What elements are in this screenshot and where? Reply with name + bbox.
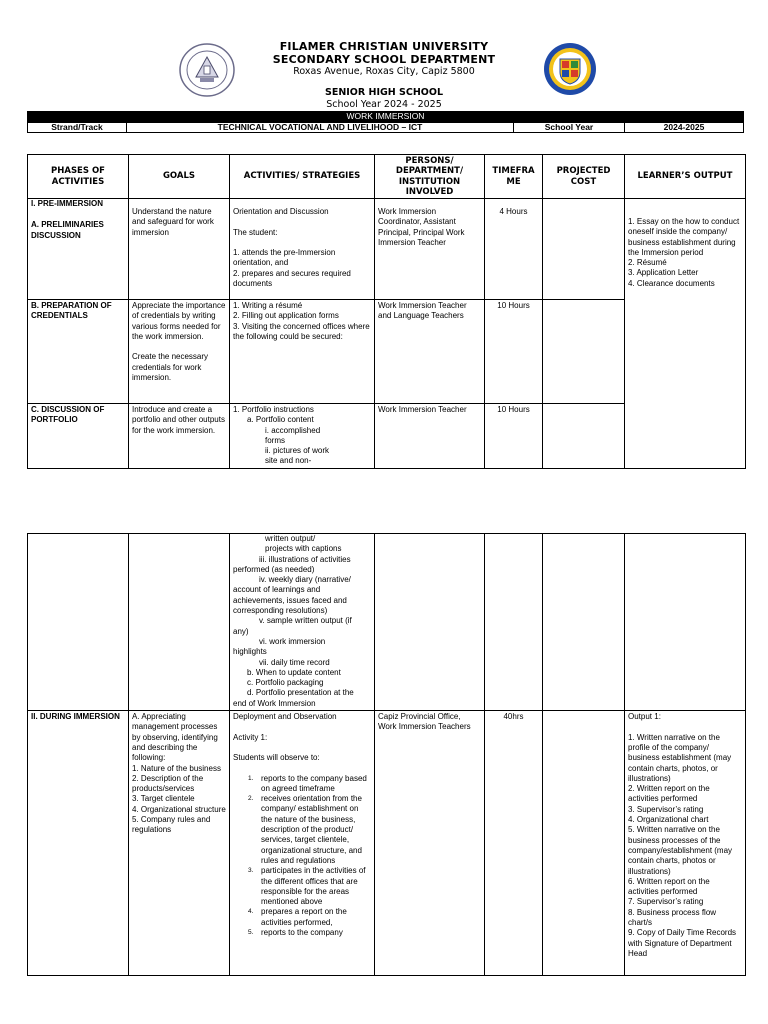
cost-cell — [543, 534, 625, 711]
persons-cell: Capiz Provincial Office, Work Immersion Teachers — [375, 711, 485, 976]
immersion-plan-table-1 — [27, 154, 746, 469]
persons-cell: Work Immersion Teacher — [375, 404, 485, 469]
activities-cell: 1. Writing a résumé 2. Filling out application forms 3. Visiting the concerned offices where the following could be secured: — [230, 300, 375, 404]
phase-cell — [28, 199, 129, 300]
activity-line: vii. daily time record — [259, 657, 330, 667]
goals-cell — [129, 534, 230, 711]
activity-line: iii. illustrations of activities — [259, 554, 351, 564]
university-name: FILAMER CHRISTIAN UNIVERSITY — [279, 40, 489, 53]
output-cell: 1. Essay on the how to conduct oneself inside the company/ business establishment during the Immersion period 2. Résumé 3. Application Letter 4. Clearance documents — [625, 199, 746, 469]
strand-label: Strand/Track — [28, 123, 127, 133]
phase-title: I. PRE-IMMERSION — [31, 199, 104, 208]
timeframe-cell: 4 Hours — [485, 199, 543, 300]
col-header-persons: PERSONS/ DEPARTMENT/ INSTITUTION INVOLVED — [375, 155, 485, 199]
list-item: 4. prepares a report on the activities performed, — [248, 907, 347, 927]
goals-cell: Understand the nature and safeguard for work immersion — [129, 199, 230, 300]
cost-cell — [543, 711, 625, 976]
cost-cell — [543, 199, 625, 300]
activity-line: written output/ — [265, 534, 316, 543]
school-year-value: 2024-2025 — [625, 123, 744, 133]
activity-line: vi. work immersion — [259, 636, 326, 646]
cost-cell — [543, 404, 625, 469]
list-item: 2. receives orientation from the company/ establishment on the nature of the business, description of the product/ services, target clientele, organizational structure, and rules and regulations — [248, 794, 362, 865]
school-year-line: School Year 2024 - 2025 — [326, 99, 442, 110]
section-title-bar: WORK IMMERSION — [27, 111, 744, 122]
activity-line: b. When to update content — [247, 667, 341, 677]
output-cell — [625, 534, 746, 711]
col-header-output: LEARNER’S OUTPUT — [625, 155, 746, 199]
table-row — [28, 534, 746, 711]
activity-line: ii. pictures of work site and non- — [265, 446, 330, 466]
activity-line: iv. weekly diary (narrative/ — [259, 575, 351, 585]
school-year-label: School Year — [514, 123, 625, 133]
activities-cell — [230, 711, 375, 976]
activity-line: a. Portfolio content — [247, 415, 314, 425]
activity-line: highlights — [233, 647, 267, 657]
col-header-cost: PROJECTED COST — [543, 155, 625, 199]
activity-line: v. sample written output (if — [259, 616, 352, 626]
timeframe-cell: 10 Hours — [485, 404, 543, 469]
timeframe-cell: 10 Hours — [485, 300, 543, 404]
persons-cell — [375, 534, 485, 711]
col-header-goals: GOALS — [129, 155, 230, 199]
table-row — [28, 711, 746, 976]
activity-line: any) — [233, 626, 249, 636]
activities-cell — [230, 534, 375, 711]
table-row — [28, 199, 746, 300]
activity-line: performed (as needed) — [233, 564, 315, 574]
phase-cell: B. PREPARATION OF CREDENTIALS — [28, 300, 129, 404]
timeframe-cell — [485, 534, 543, 711]
address: Roxas Avenue, Roxas City, Capiz 5800 — [293, 66, 475, 77]
activity-line: account of learnings and achievements, issues faced and corresponding resolutions) — [233, 585, 347, 616]
activity-line: d. Portfolio presentation at the — [247, 688, 354, 698]
activities-cell — [230, 404, 375, 469]
phase-cell: II. DURING IMMERSION — [28, 711, 129, 976]
cost-cell — [543, 300, 625, 404]
activity-line: 1. Portfolio instructions — [233, 405, 314, 414]
phase-subtitle: A. PRELIMINARIES DISCUSSION — [31, 220, 104, 240]
phase-cell — [28, 534, 129, 711]
goals-cell: A. Appreciating management processes by observing, identifying and describing the following: 1. Nature of the business 2. Description of the products/services 3. Target clientele 4. Organizational structure 5. Company rules and regulations — [129, 711, 230, 976]
output-cell: Output 1: 1. Written narrative on the profile of the company/ business establishment (may contain charts, photos, or illustrations) 2. Written report on the activities performed 3. Supervisor’s rating 4. Organizational chart 5. Written narrative on the business processes of the company/establishment (may contain charts, photos or illustrations) 6. Written report on the activities performed 7. Supervisor’s rating 8. Business process flow chart/s 9. Copy of Daily Time Records with Signature of Department Head — [625, 711, 746, 976]
list-item: 1. reports to the company based on agreed timeframe — [248, 773, 367, 793]
persons-cell: Work Immersion Teacher and Language Teachers — [375, 300, 485, 404]
activity-line: i. accomplished forms — [265, 425, 321, 445]
department-name: SECONDARY SCHOOL DEPARTMENT — [272, 53, 496, 66]
timeframe-cell: 40hrs — [485, 711, 543, 976]
activities-cell: Orientation and Discussion The student: 1. attends the pre-Immersion orientation, and 2. prepares and secures required documents — [230, 199, 375, 300]
immersion-plan-table-2 — [27, 533, 746, 976]
persons-cell: Work Immersion Coordinator, Assistant Principal, Principal Work Immersion Teacher — [375, 199, 485, 300]
activity-list — [233, 774, 371, 939]
goals-cell: Appreciate the importance of credentials by writing various forms needed for the work immersion. Create the necessary credentials for work immersion. — [129, 300, 230, 404]
activity-line: c. Portfolio packaging — [247, 678, 324, 688]
activity-line: end of Work Immersion — [233, 698, 316, 708]
col-header-activities: ACTIVITIES/ STRATEGIES — [230, 155, 375, 199]
activity-heading: Deployment and Observation Activity 1: Students will observe to: — [233, 712, 337, 763]
activity-line: projects with captions — [265, 544, 342, 554]
list-item: 3. participates in the activities of the different offices that are responsible for the areas mentioned above — [248, 866, 366, 907]
school-name: SENIOR HIGH SCHOOL — [324, 87, 444, 98]
col-header-phases: PHASES OF ACTIVITIES — [28, 155, 129, 199]
col-header-timeframe: TIMEFRA ME — [485, 155, 543, 199]
phase-cell: C. DISCUSSION OF PORTFOLIO — [28, 404, 129, 469]
strand-track-table — [27, 122, 744, 133]
strand-value: TECHNICAL VOCATIONAL AND LIVELIHOOD – ICT — [127, 123, 514, 133]
list-item: 5. reports to the company — [248, 927, 343, 937]
goals-cell: Introduce and create a portfolio and other outputs for the work immersion. — [129, 404, 230, 469]
